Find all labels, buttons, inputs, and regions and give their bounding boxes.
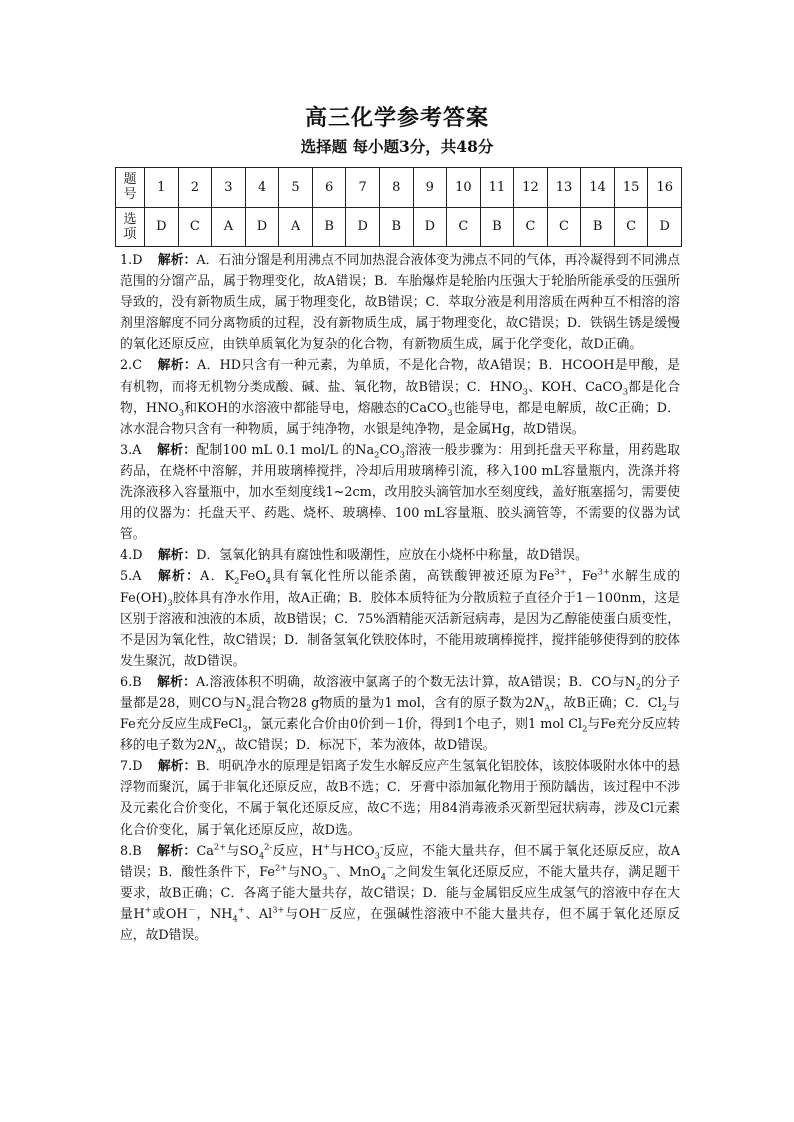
explanation-text: A.溶液体积不明确，故溶液中氯离子的个数无法计算，故A错误；B．CO与$N_2$的分子量都是28，则CO与$N_2$混合物28 g物质的量为1 mol，含有的原子数为$2N_A$，故B正确；C．$Cl_2$与Fe充分反应生成FeCl$_3$，氯元素化合价由0价到－1价，得到1个电子，则1 mol $Cl_2$与Fe充分反应转移的电子数为$2N_A$，故C错误；D．标况下，苯为液体，故D错误。 (120, 674, 681, 755)
explanation-text: 配制100 mL 0.1 mol/L 的$Na_2CO_3$溶液一般步骤为：用到托盘天平称量，用药匙取药品，在烧杯中溶解，并用玻璃棒搅拌，冷却后用玻璃棒引流，移入100 mL容量瓶内，洗涤并将洗涤液移入容量瓶中，加水至刻度线1~2cm，改用胶头滴管加水至刻度线，盖好瓶塞摇匀，需要使用的仪器为：托盘天平、药匙、烧杯、玻璃棒、100 mL容量瓶、胶头滴管等，不需要的仪器为试管。 (120, 442, 681, 543)
answer-cell: C (614, 207, 648, 247)
explanation-paragraph (120, 355, 680, 439)
question-answer-label: 1.D (120, 253, 143, 268)
analysis-label: 解析： (157, 358, 197, 374)
question-number-cell: 1 (145, 168, 179, 208)
section-subtitle: 选择题 每小题3分，共48分 (300, 137, 494, 156)
answer-cell: D (413, 207, 447, 247)
explanation-paragraph (120, 841, 680, 946)
question-number-cell: 12 (514, 168, 548, 208)
answer-cell: D (245, 207, 279, 247)
answer-table (115, 167, 682, 247)
analysis-label: 解析： (157, 548, 197, 564)
explanation-text: A．石油分馏是利用沸点不同加热混合液体变为沸点不同的气体，再冷凝得到不同沸点范围的分馏产品，属于物理变化，故A错误；B．车胎爆炸是轮胎内压强大于轮胎所能承受的压强所导致的，没有新物质生成，属于物理变化，故B错误；C．萃取分液是利用溶质在两种互不相溶的溶剂里溶解度不同分离物质的过程，没有新物质生成，属于物理变化，故C错误；D．铁锅生锈是缓慢的氧化还原反应，由铁单质氧化为复杂的化合物，有新物质生成，属于化学变化，故D正确。 (120, 253, 681, 353)
answer-cell: C (178, 207, 212, 247)
answer-cell: D (648, 207, 682, 247)
question-number-cell: 7 (346, 168, 380, 208)
question-number-cell: 4 (245, 168, 279, 208)
question-answer-label: 5.A (120, 569, 142, 585)
question-number-cell: 13 (547, 168, 581, 208)
question-answer-label: 6.B (120, 674, 142, 690)
question-number-row (116, 168, 682, 208)
question-number-cell: 2 (178, 168, 212, 208)
answer-cell: B (312, 207, 346, 247)
question-number-cell: 9 (413, 168, 447, 208)
row-header-question: 题 号 (116, 168, 145, 208)
answer-cell: D (346, 207, 380, 247)
analysis-label: 解析： (156, 442, 197, 458)
explanation-paragraph (120, 545, 680, 566)
explanation-text: A．$K_2FeO_4$具有氧化性所以能杀菌，高铁酸钾被还原为$Fe^{3+}$，$Fe^{3+}$水解生成的$Fe(OH)_3$胶体具有净水作用，故A正确；B．胶体本质特征为分散质粒子直径介于1－100nm，这是区别于溶液和浊液的本质，故B错误；C．75%酒精能灭活新冠病毒，是因为乙醇能使蛋白质变性，不是因为氧化性，故C错误；D．制备氢氧化铁胶体时，不能用玻璃棒搅拌，搅拌能够使得到的胶体发生聚沉，故D错误。 (120, 567, 680, 669)
explanation-paragraph (120, 250, 680, 355)
question-number-cell: 3 (212, 168, 246, 208)
analysis-label: 解析： (157, 253, 197, 268)
question-answer-label: 3.A (120, 442, 142, 458)
explanation-text: $Ca^{2+}$与$SO_4^{2-}$反应，H+与$HCO_3^-$反应，不能大量共存，但不属于氧化还原反应，故A错误；B．酸性条件下，$Fe^{2+}$与$NO_3^-$、MnO$_4$－之间发生氧化还原反应，不能大量共存，满足题干要求，故B正确；C．各离子能大量共存，故C错误；D．能与金属铝反应生成氢气的溶液中存在大量H+或OH－，$NH_4^+$、$Al^{3+}$与OH－反应，在强碱性溶液中不能大量共存，但不属于氧化还原反应，故D错误。 (120, 841, 681, 943)
question-answer-label: 7.D (120, 759, 143, 775)
answer-cell: B (379, 207, 413, 247)
answer-row (116, 207, 682, 247)
question-answer-label: 4.D (120, 548, 143, 564)
page-title: 高三化学参考答案 (304, 105, 489, 131)
question-number-cell: 11 (480, 168, 514, 208)
answer-cell: C (514, 207, 548, 247)
analysis-label: 解析： (156, 843, 197, 859)
question-number-cell: 8 (379, 168, 413, 208)
answer-cell: A (279, 207, 313, 247)
answer-cell: B (480, 207, 514, 247)
explanation-text: B．明矾净水的原理是铝离子发生水解反应产生氢氧化铝胶体，该胶体吸附水体中的悬浮物而聚沉，属于非氧化还原反应，故B不选；C．牙膏中添加氟化物用于预防龋齿，该过程中不涉及元素化合价变化，不属于氧化还原反应，故C不选；用84消毒液杀灭新型冠状病毒，涉及Cl元素化合价变化，属于氧化还原反应，故D选。 (120, 759, 681, 838)
analysis-label: 解析： (156, 569, 201, 585)
question-number-cell: 6 (312, 168, 346, 208)
question-number-cell: 14 (581, 168, 615, 208)
answer-cell: A (212, 207, 246, 247)
explanations (120, 250, 680, 946)
row-header-answer: 选 项 (116, 207, 145, 247)
question-answer-label: 2.C (120, 358, 143, 374)
question-number-cell: 16 (648, 168, 682, 208)
question-number-cell: 15 (614, 168, 648, 208)
answer-cell: D (145, 207, 179, 247)
answer-cell: C (547, 207, 581, 247)
explanation-text: D．氢氧化钠具有腐蚀性和吸潮性，应放在小烧杯中称量，故D错误。 (196, 548, 588, 564)
analysis-label: 解析： (156, 674, 197, 690)
question-number-cell: 5 (279, 168, 313, 208)
answer-cell: C (447, 207, 481, 247)
question-number-cell: 10 (447, 168, 481, 208)
explanation-paragraph (120, 672, 680, 756)
question-answer-label: 8.B (120, 843, 142, 859)
answer-cell: B (581, 207, 615, 247)
explanation-paragraph (120, 440, 680, 545)
explanation-text: A．HD只含有一种元素，为单质，不是化合物，故A错误；B．HCOOH是甲酸，是有机物，而将无机物分类成酸、碱、盐、氧化物，故B错误；C．$HNO_3$、KOH、CaCO$_3$都是化合物，$HNO_3$和KOH的水溶液中都能导电，熔融态的CaCO$_3$也能导电，都是电解质，故C正确；D．冰水混合物只含有一种物质，属于纯净物，水银是纯净物，是金属Hg，故D错误。 (120, 358, 681, 437)
explanation-paragraph (120, 756, 680, 840)
explanation-paragraph (120, 566, 680, 671)
analysis-label: 解析： (157, 759, 197, 775)
